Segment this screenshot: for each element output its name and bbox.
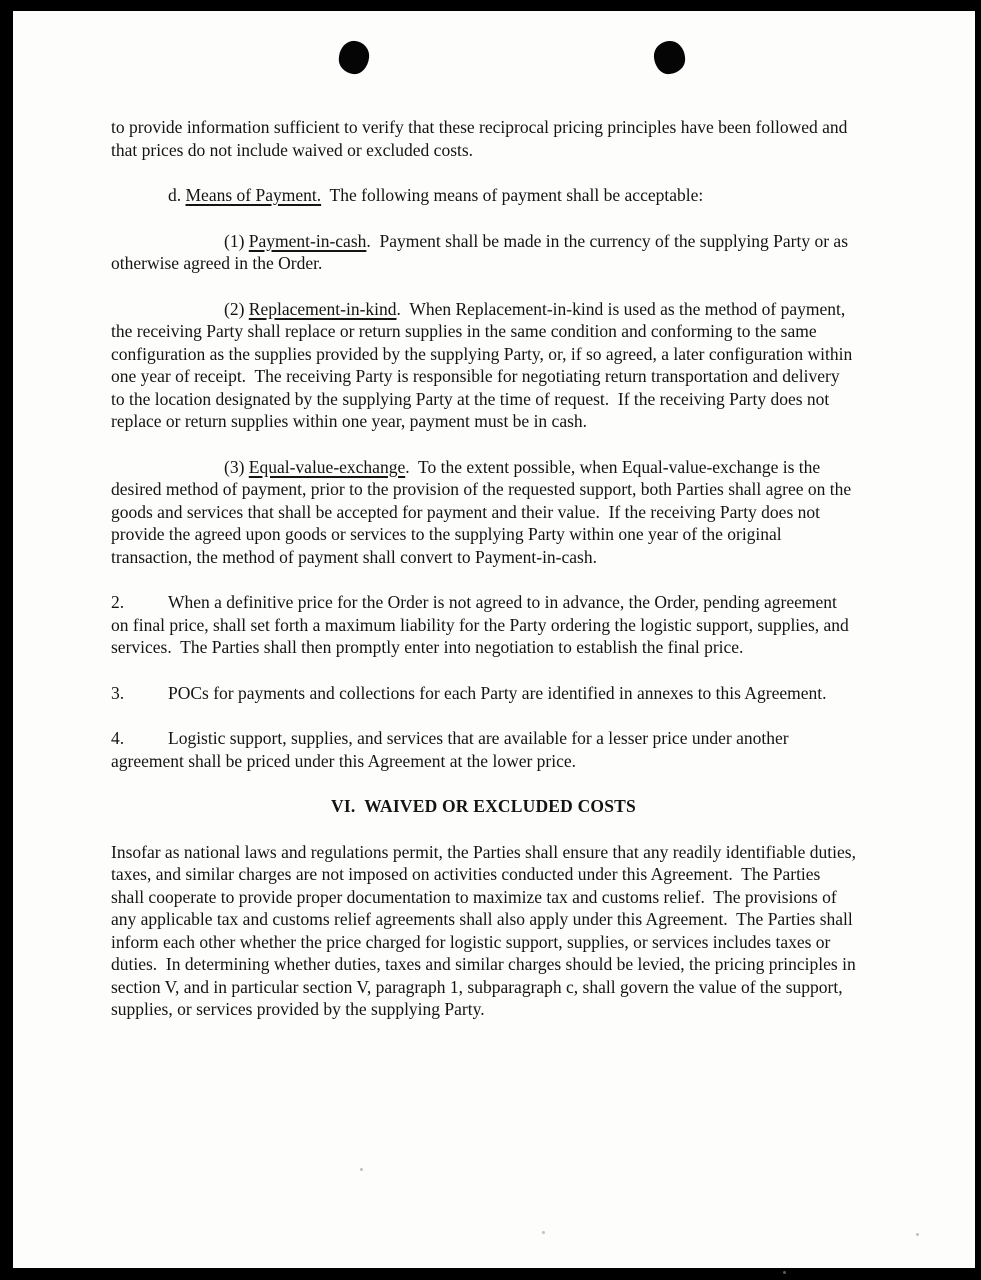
text-run: When a definitive price for the Order is not agreed to in advance, the Order, pending agreement on final price, shall set forth a maximum liability for the Party ordering the logistic support, supplies, and services. The Parties shall then promptly enter into negotiation to establish the final price.: [111, 592, 854, 657]
underlined-run-in-heading: Means of Payment.: [185, 185, 322, 205]
text-run: . Payment shall be made in the currency of the supplying Party or as otherwise agreed in the Order.: [111, 230, 853, 273]
text-run: to provide information sufficient to verify that these reciprocal pricing principles have been followed and that prices do not include waived or excluded costs.: [111, 117, 852, 160]
text-run: (1): [224, 230, 249, 251]
text-run: Logistic support, supplies, and services that are available for a lesser price under another agreement shall be priced under this Agreement at the lower price.: [111, 728, 793, 771]
text-run: Insofar as national laws and regulations permit, the Parties shall ensure that any readily identifiable duties, taxes, and similar charges are not imposed on activities conducted under this Agreement. The Parties shall cooperate to provide proper documentation to maximize tax and customs relief. The provisions of any applicable tax and customs relief agreements shall also apply under this Agreement. The Parties shall inform each other whether the price charged for logistic support, supplies, or services includes taxes or duties. In determining whether duties, taxes and similar charges should be levied, the pricing principles in section V, and in particular section V, paragraph 1, subparagraph c, shall govern the value of the support, supplies, or services provided by the supplying Party.: [111, 841, 861, 1019]
underlined-run-in-heading: Equal-value-exchange: [248, 456, 406, 477]
continuation-paragraph: [111, 116, 856, 161]
scan-speck: [916, 1233, 919, 1236]
text-run: . When Replacement-in-kind is used as the method of payment, the receiving Party shall replace or return supplies in the same condition and conforming to the same configuration as the supplies provided by the supplying Party, or, if so agreed, a later configuration within one year of receipt. The receiving Party is responsible for negotiating return transportation and delivery to the location designated by the supplying Party at the time of request. If the receiving Party does not replace or return supplies within one year, payment must be in cash.: [111, 298, 857, 431]
scan-speck: [783, 1271, 786, 1274]
equal-value-exchange-paragraph: [111, 456, 856, 569]
text-run: (2): [224, 298, 249, 319]
document-body: [111, 116, 861, 1044]
text-run: POCs for payments and collections for each Party are identified in annexes to this Agreement.: [168, 682, 827, 703]
paragraph-number: 4.: [111, 728, 125, 748]
underlined-run-in-heading: Payment-in-cash: [248, 230, 367, 251]
underlined-run-in-heading: Replacement-in-kind: [248, 298, 397, 319]
replacement-in-kind-paragraph: [111, 298, 856, 433]
numbered-paragraph-3: [111, 682, 856, 705]
text-run: (3): [224, 456, 249, 477]
waived-excluded-costs-paragraph: [111, 841, 861, 1021]
scan-speck: [360, 1168, 363, 1171]
text-run: . To the extent possible, when Equal-value-exchange is the desired method of payment, prior to the provision of the requested support, both Parties shall agree on the goods and services that shall be accepted for payment and their value. If the receiving Party does not provide the agreed upon goods or services to the supplying Party within one year of the original transaction, the method of payment shall convert to Payment-in-cash.: [111, 456, 856, 567]
payment-in-cash-paragraph: [111, 230, 856, 275]
text-run: d.: [168, 185, 186, 205]
text-run: VI. WAIVED OR EXCLUDED COSTS: [331, 796, 636, 816]
text-run: The following means of payment shall be acceptable:: [321, 185, 704, 205]
paragraph-number: 3.: [111, 682, 125, 703]
numbered-paragraph-2: [111, 591, 856, 659]
section-vi-heading: [111, 795, 856, 818]
scan-speck: [542, 1231, 545, 1234]
means-of-payment-line: [111, 184, 856, 207]
paragraph-number: 2.: [111, 592, 125, 612]
numbered-paragraph-4: [111, 727, 856, 772]
